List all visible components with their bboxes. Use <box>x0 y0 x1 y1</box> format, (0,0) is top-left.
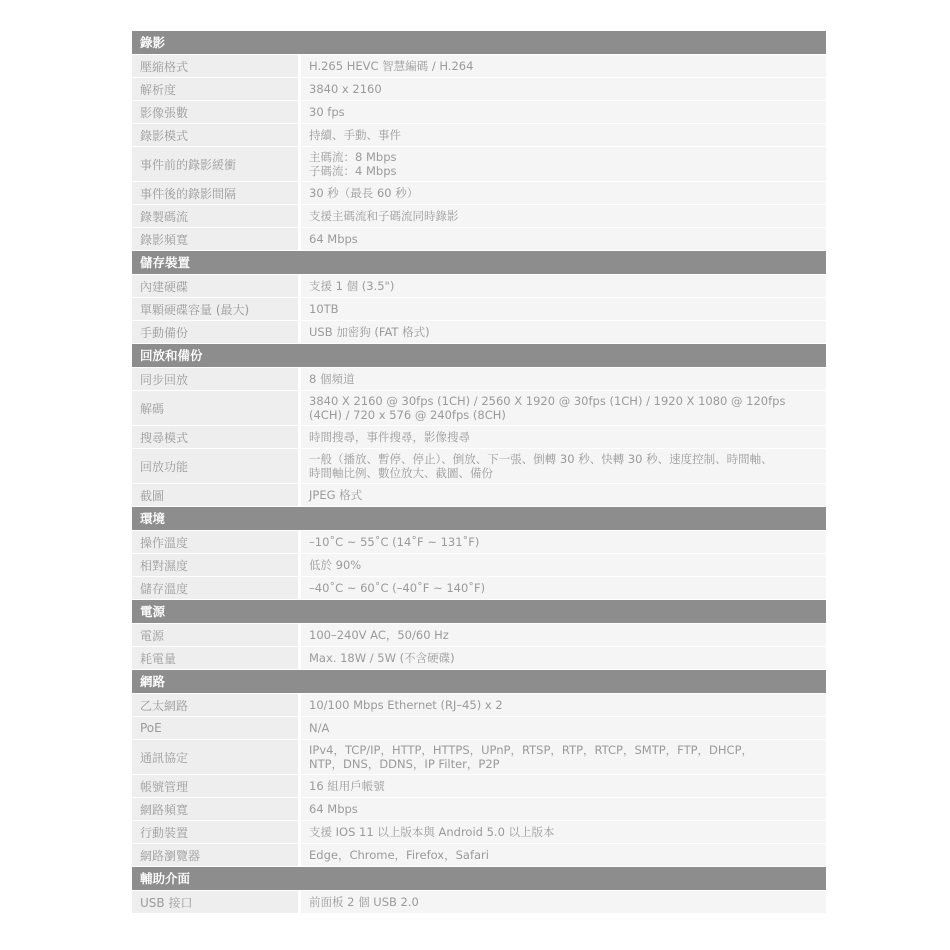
spec-value-line: 10TB <box>309 302 339 316</box>
section-header: 電源 <box>132 600 826 623</box>
spec-value-line: 8 個頻道 <box>309 372 355 386</box>
spec-row <box>132 740 826 774</box>
spec-value-line: 時間搜尋，事件搜尋，影像搜尋 <box>309 430 470 444</box>
spec-value-line: N/A <box>309 721 330 735</box>
spec-value-line: –40˚C ~ 60˚C (–40˚F ~ 140˚F) <box>309 581 486 595</box>
spec-row <box>132 275 826 297</box>
spec-row <box>132 694 826 716</box>
spec-label: PoE <box>132 717 298 739</box>
spec-label: 事件前的錄影緩衝 <box>132 147 298 181</box>
section-header: 錄影 <box>132 31 826 54</box>
spec-label: 儲存溫度 <box>132 577 298 599</box>
section-header: 儲存裝置 <box>132 251 826 274</box>
spec-row <box>132 391 826 425</box>
spec-value-line: NTP，DNS，DDNS，IP Filter，P2P <box>309 757 500 771</box>
spec-label: 帳號管理 <box>132 775 298 797</box>
spec-value-line: (4CH) / 720 x 576 @ 240fps (8CH) <box>309 408 506 422</box>
spec-row <box>132 647 826 669</box>
spec-value <box>301 205 826 227</box>
spec-value <box>301 798 826 820</box>
spec-value <box>301 147 826 181</box>
spec-value <box>301 55 826 77</box>
spec-value-line: 64 Mbps <box>309 802 358 816</box>
spec-label: 手動備份 <box>132 321 298 343</box>
spec-value-line: USB 加密狗 (FAT 格式) <box>309 325 430 339</box>
spec-value-line: Max. 18W / 5W (不含硬碟) <box>309 651 455 665</box>
spec-label: 錄影頻寬 <box>132 228 298 250</box>
spec-value-line: 子碼流：4 Mbps <box>309 164 397 178</box>
spec-value-line: 支援 IOS 11 以上版本與 Android 5.0 以上版本 <box>309 825 555 839</box>
spec-label: 內建硬碟 <box>132 275 298 297</box>
spec-row <box>132 449 826 483</box>
spec-row <box>132 205 826 227</box>
spec-value <box>301 321 826 343</box>
spec-value <box>301 101 826 123</box>
spec-value <box>301 891 826 913</box>
spec-row <box>132 891 826 913</box>
spec-value-line: 16 組用戶帳號 <box>309 779 385 793</box>
spec-label: 網路頻寬 <box>132 798 298 820</box>
spec-label: 電源 <box>132 624 298 646</box>
spec-value-line: 低於 90% <box>309 558 362 572</box>
spec-value <box>301 124 826 146</box>
spec-value-line: 30 秒（最長 60 秒） <box>309 186 419 200</box>
spec-value-line: 100–240V AC，50/60 Hz <box>309 628 449 642</box>
spec-row <box>132 124 826 146</box>
spec-row <box>132 775 826 797</box>
spec-value <box>301 449 826 483</box>
spec-label: 錄影模式 <box>132 124 298 146</box>
spec-value <box>301 717 826 739</box>
spec-value <box>301 647 826 669</box>
spec-label: 影像張數 <box>132 101 298 123</box>
spec-label: USB 接口 <box>132 891 298 913</box>
spec-row <box>132 844 826 866</box>
spec-value <box>301 391 826 425</box>
spec-row <box>132 101 826 123</box>
spec-value <box>301 368 826 390</box>
spec-label: 搜尋模式 <box>132 426 298 448</box>
spec-label: 解析度 <box>132 78 298 100</box>
spec-value-line: 3840 X 2160 @ 30fps (1CH) / 2560 X 1920 @ 30fps (1CH) / 1920 X 1080 @ 120fps <box>309 394 786 408</box>
section-header: 環境 <box>132 507 826 530</box>
spec-row <box>132 554 826 576</box>
spec-label: 單顆硬碟容量 (最大) <box>132 298 298 320</box>
spec-row <box>132 182 826 204</box>
spec-value <box>301 484 826 506</box>
spec-value-line: 64 Mbps <box>309 232 358 246</box>
spec-row <box>132 228 826 250</box>
spec-row <box>132 798 826 820</box>
spec-value-line: 時間軸比例、數位放大、截圖、備份 <box>309 466 493 480</box>
spec-value <box>301 275 826 297</box>
spec-value <box>301 78 826 100</box>
spec-label: 相對濕度 <box>132 554 298 576</box>
spec-row <box>132 624 826 646</box>
spec-value <box>301 298 826 320</box>
spec-value-line: 持續、手動、事件 <box>309 128 401 142</box>
spec-value-line: 前面板 2 個 USB 2.0 <box>309 895 419 909</box>
section-header: 回放和備份 <box>132 344 826 367</box>
spec-value <box>301 775 826 797</box>
spec-row <box>132 426 826 448</box>
spec-value <box>301 821 826 843</box>
spec-label: 耗電量 <box>132 647 298 669</box>
spec-row <box>132 368 826 390</box>
spec-value-line: 主碼流：8 Mbps <box>309 150 397 164</box>
spec-value <box>301 844 826 866</box>
spec-label: 同步回放 <box>132 368 298 390</box>
spec-value <box>301 694 826 716</box>
spec-value-line: 支援 1 個 (3.5") <box>309 279 395 293</box>
section-header: 輔助介面 <box>132 867 826 890</box>
spec-label: 行動裝置 <box>132 821 298 843</box>
spec-value <box>301 182 826 204</box>
spec-value <box>301 228 826 250</box>
spec-label: 截圖 <box>132 484 298 506</box>
spec-label: 事件後的錄影間隔 <box>132 182 298 204</box>
spec-value <box>301 577 826 599</box>
spec-row <box>132 484 826 506</box>
spec-value-line: H.265 HEVC 智慧編碼 / H.264 <box>309 59 474 73</box>
spec-value <box>301 624 826 646</box>
spec-label: 通訊協定 <box>132 740 298 774</box>
spec-value <box>301 554 826 576</box>
spec-row <box>132 577 826 599</box>
spec-value-line: –10˚C ~ 55˚C (14˚F ~ 131˚F) <box>309 535 480 549</box>
spec-value <box>301 426 826 448</box>
spec-value-line: 10/100 Mbps Ethernet (RJ–45) x 2 <box>309 698 503 712</box>
spec-value-line: 30 fps <box>309 105 345 119</box>
spec-label: 回放功能 <box>132 449 298 483</box>
spec-row <box>132 321 826 343</box>
section-header: 網路 <box>132 670 826 693</box>
spec-label: 解碼 <box>132 391 298 425</box>
spec-value-line: IPv4，TCP/IP，HTTP，HTTPS，UPnP，RTSP，RTP，RTCP，SMTP，FTP，DHCP， <box>309 743 754 757</box>
spec-value <box>301 740 826 774</box>
spec-table <box>132 31 826 914</box>
spec-label: 壓縮格式 <box>132 55 298 77</box>
spec-label: 錄製碼流 <box>132 205 298 227</box>
spec-value-line: Edge，Chrome，Firefox，Safari <box>309 848 489 862</box>
spec-value-line: 3840 x 2160 <box>309 82 382 96</box>
spec-row <box>132 717 826 739</box>
spec-value-line: JPEG 格式 <box>309 488 363 502</box>
spec-row <box>132 78 826 100</box>
spec-label: 乙太網路 <box>132 694 298 716</box>
spec-row <box>132 147 826 181</box>
spec-value-line: 支援主碼流和子碼流同時錄影 <box>309 209 459 223</box>
spec-value <box>301 531 826 553</box>
spec-row <box>132 531 826 553</box>
spec-row <box>132 821 826 843</box>
spec-label: 操作溫度 <box>132 531 298 553</box>
spec-row <box>132 55 826 77</box>
spec-label: 網路瀏覽器 <box>132 844 298 866</box>
spec-value-line: 一般（播放、暫停、停止）、倒放、下一張、倒轉 30 秒、快轉 30 秒、速度控制、時間軸、 <box>309 452 773 466</box>
spec-row <box>132 298 826 320</box>
